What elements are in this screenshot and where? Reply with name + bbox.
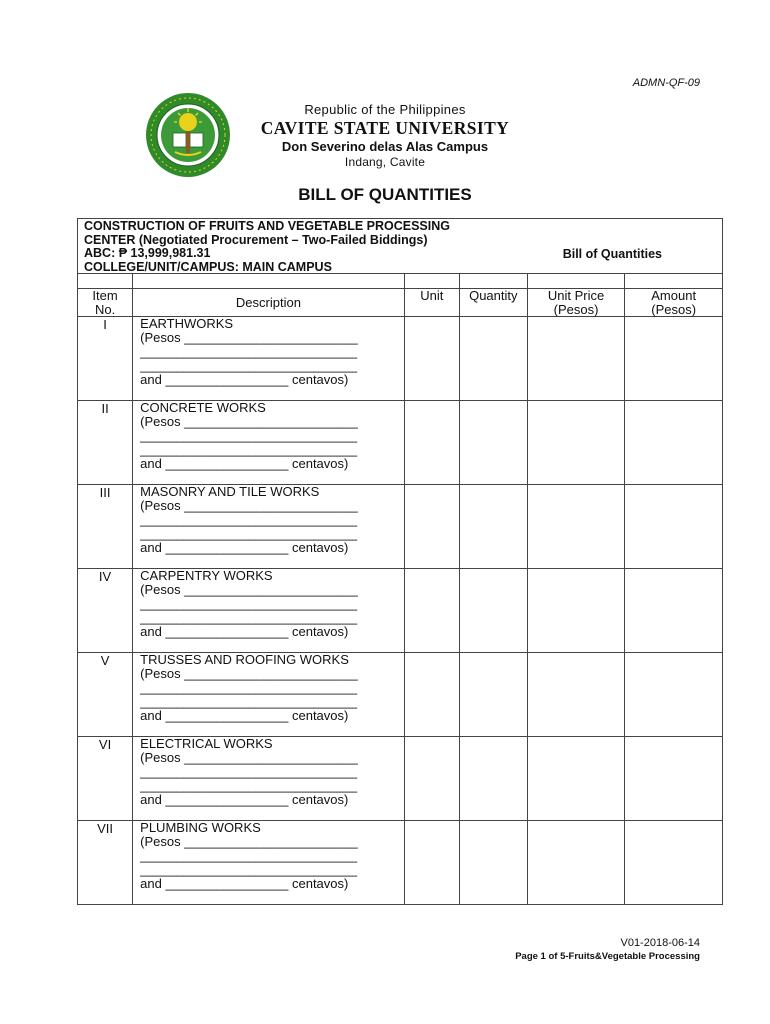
quantity-cell[interactable] xyxy=(459,821,527,905)
university-name: CAVITE STATE UNIVERSITY xyxy=(260,118,510,138)
amount-in-words-centavos: and _________________ centavos) xyxy=(140,624,349,639)
table-row xyxy=(78,653,723,737)
amount-in-words-pesos: (Pesos ________________________ xyxy=(140,666,358,681)
item-title: PLUMBING WORKS xyxy=(140,820,261,835)
unit-price-cell[interactable] xyxy=(527,485,625,569)
quantity-cell[interactable] xyxy=(459,485,527,569)
form-code: ADMN-QF-09 xyxy=(632,77,700,89)
item-description xyxy=(133,485,405,569)
amount-in-words-pesos: (Pesos ________________________ xyxy=(140,498,358,513)
table-row xyxy=(78,317,723,401)
unit-cell[interactable] xyxy=(404,569,459,653)
amount-in-words-line: ______________________________ xyxy=(140,862,358,877)
item-title: MASONRY AND TILE WORKS xyxy=(140,484,320,499)
amount-in-words-line: ______________________________ xyxy=(140,848,358,863)
item-title: ELECTRICAL WORKS xyxy=(140,736,273,751)
bill-of-quantities-label: Bill of Quantities xyxy=(562,247,662,261)
unit-cell[interactable] xyxy=(404,485,459,569)
col-quantity: Quantity xyxy=(459,289,527,317)
col-unit-price: Unit Price (Pesos) xyxy=(527,289,625,317)
republic-label: Republic of the Philippines xyxy=(304,102,466,117)
item-description xyxy=(133,737,405,821)
table-row xyxy=(78,569,723,653)
amount-in-words-line: ______________________________ xyxy=(140,694,358,709)
item-number: IV xyxy=(78,569,133,653)
column-header-row xyxy=(78,289,723,317)
item-title: CONCRETE WORKS xyxy=(140,400,266,415)
unit-price-cell[interactable] xyxy=(527,569,625,653)
amount-in-words-pesos: (Pesos ________________________ xyxy=(140,834,358,849)
item-number: V xyxy=(78,653,133,737)
unit-price-cell[interactable] xyxy=(527,317,625,401)
table-row xyxy=(78,821,723,905)
item-description xyxy=(133,653,405,737)
footer-version: V01-2018-06-14 xyxy=(620,937,700,949)
col-unit: Unit xyxy=(404,289,459,317)
project-info-cell xyxy=(78,219,723,274)
amount-in-words-line: ______________________________ xyxy=(140,610,358,625)
unit-cell[interactable] xyxy=(404,317,459,401)
amount-in-words-pesos: (Pesos ________________________ xyxy=(140,330,358,345)
amount-in-words-line: ______________________________ xyxy=(140,344,358,359)
amount-in-words-line: ______________________________ xyxy=(140,778,358,793)
amount-in-words-line: ______________________________ xyxy=(140,764,358,779)
amount-in-words-line: ______________________________ xyxy=(140,428,358,443)
col-description: Description xyxy=(133,289,405,317)
unit-price-cell[interactable] xyxy=(527,653,625,737)
item-number: III xyxy=(78,485,133,569)
amount-in-words-line: ______________________________ xyxy=(140,596,358,611)
amount-in-words-centavos: and _________________ centavos) xyxy=(140,792,349,807)
project-title-line1: CONSTRUCTION OF FRUITS AND VEGETABLE PROCESSING xyxy=(84,219,450,233)
item-number: VI xyxy=(78,737,133,821)
item-number: VII xyxy=(78,821,133,905)
bill-of-quantities-table xyxy=(77,218,723,905)
amount-in-words-centavos: and _________________ centavos) xyxy=(140,372,349,387)
quantity-cell[interactable] xyxy=(459,317,527,401)
table-row xyxy=(78,401,723,485)
campus-name: Don Severino delas Alas Campus xyxy=(281,139,489,154)
item-description xyxy=(133,401,405,485)
table-row xyxy=(78,485,723,569)
footer-page-number: Page 1 of 5-Fruits&Vegetable Processing xyxy=(515,951,700,962)
unit-price-cell[interactable] xyxy=(527,401,625,485)
amount-in-words-line: ______________________________ xyxy=(140,512,358,527)
amount-cell[interactable] xyxy=(625,401,723,485)
project-college: COLLEGE/UNIT/CAMPUS: MAIN CAMPUS xyxy=(84,259,332,274)
unit-price-cell[interactable] xyxy=(527,821,625,905)
project-title-line2: CENTER (Negotiated Procurement – Two-Failed Biddings) xyxy=(84,232,428,247)
item-title: EARTHWORKS xyxy=(140,316,234,331)
document-title: BILL OF QUANTITIES xyxy=(298,185,472,204)
quantity-cell[interactable] xyxy=(459,737,527,821)
spacer-row xyxy=(78,274,723,289)
col-amount: Amount (Pesos) xyxy=(625,289,723,317)
amount-cell[interactable] xyxy=(625,569,723,653)
item-number: I xyxy=(78,317,133,401)
quantity-cell[interactable] xyxy=(459,569,527,653)
col-item-no: Item No. xyxy=(78,289,133,317)
amount-cell[interactable] xyxy=(625,821,723,905)
amount-cell[interactable] xyxy=(625,485,723,569)
quantity-cell[interactable] xyxy=(459,653,527,737)
project-abc: ABC: ₱ 13,999,981.31 xyxy=(84,246,211,260)
amount-cell[interactable] xyxy=(625,653,723,737)
amount-in-words-centavos: and _________________ centavos) xyxy=(140,540,349,555)
unit-cell[interactable] xyxy=(404,821,459,905)
quantity-cell[interactable] xyxy=(459,401,527,485)
amount-in-words-line: ______________________________ xyxy=(140,442,358,457)
item-number: II xyxy=(78,401,133,485)
item-description xyxy=(133,317,405,401)
unit-cell[interactable] xyxy=(404,653,459,737)
amount-in-words-line: ______________________________ xyxy=(140,680,358,695)
unit-cell[interactable] xyxy=(404,737,459,821)
amount-in-words-pesos: (Pesos ________________________ xyxy=(140,750,358,765)
amount-cell[interactable] xyxy=(625,737,723,821)
unit-cell[interactable] xyxy=(404,401,459,485)
amount-in-words-centavos: and _________________ centavos) xyxy=(140,456,349,471)
amount-in-words-centavos: and _________________ centavos) xyxy=(140,876,349,891)
table-row xyxy=(78,737,723,821)
amount-in-words-centavos: and _________________ centavos) xyxy=(140,708,349,723)
unit-price-cell[interactable] xyxy=(527,737,625,821)
amount-cell[interactable] xyxy=(625,317,723,401)
item-description xyxy=(133,569,405,653)
campus-location: Indang, Cavite xyxy=(344,155,426,169)
amount-in-words-pesos: (Pesos ________________________ xyxy=(140,582,358,597)
amount-in-words-line: ______________________________ xyxy=(140,358,358,373)
item-description xyxy=(133,821,405,905)
item-title: TRUSSES AND ROOFING WORKS xyxy=(140,652,349,667)
amount-in-words-pesos: (Pesos ________________________ xyxy=(140,414,358,429)
amount-in-words-line: ______________________________ xyxy=(140,526,358,541)
item-title: CARPENTRY WORKS xyxy=(140,568,273,583)
